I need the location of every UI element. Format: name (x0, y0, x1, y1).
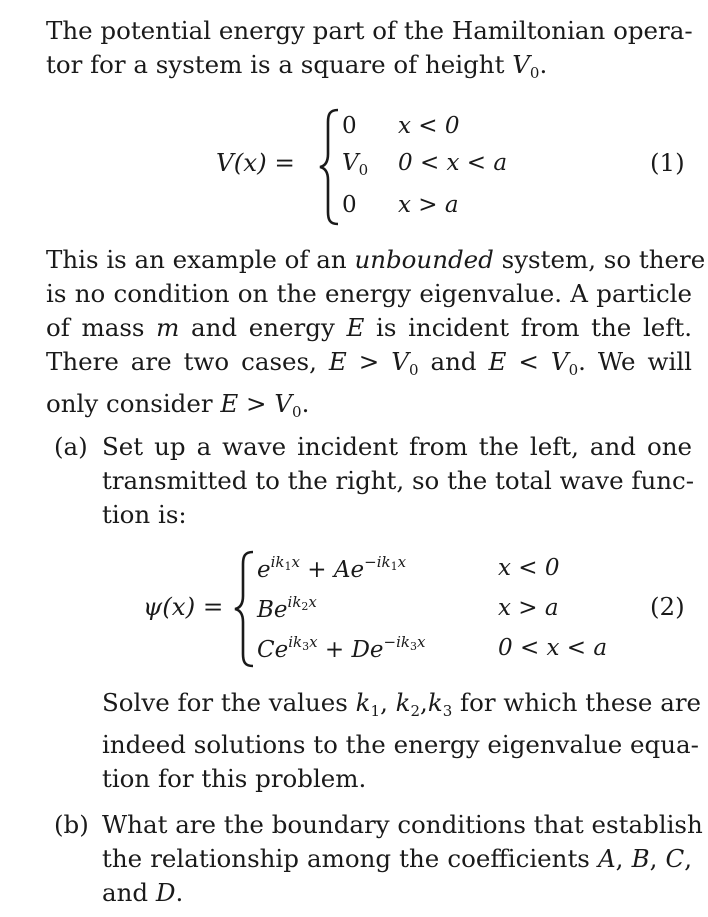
eq1-row1-cond: x < 0 (398, 113, 460, 139)
subscript-0: 0 (568, 361, 579, 379)
subscript-0: 0 (529, 64, 540, 82)
symbol-k: k (355, 688, 371, 717)
intro-line-1: The potential energy part of the Hamiltonian opera- (46, 16, 693, 45)
comma: , (380, 688, 396, 717)
eq1-row2-cond: 0 < x < a (398, 150, 508, 176)
eq2-row2-expr (257, 593, 317, 623)
para2-line-3-c: is incident from the left. (364, 313, 692, 342)
eq1-row2-value (342, 150, 368, 179)
subscript-0: 0 (358, 161, 369, 179)
item-a-line-2: transmitted to the right, so the total wave func- (102, 466, 694, 495)
item-a-body (102, 430, 692, 532)
solve-line-1-a: Solve for the values (102, 688, 356, 717)
comma: , (684, 844, 693, 873)
exponent-x: x (417, 633, 426, 651)
item-b-body (102, 808, 703, 910)
para2-line-3-a: of mass (46, 313, 157, 342)
eq1-lhs: V(x) = (216, 148, 295, 177)
exponent-x: x (308, 593, 317, 611)
intro-paragraph (46, 14, 692, 90)
condition-E-gt-V: E > V (328, 347, 409, 376)
exponent-x: x (291, 553, 300, 571)
condition-E-lt-V: E < V (488, 347, 569, 376)
symbol-A: A (597, 844, 616, 873)
subscript-1: 1 (370, 702, 381, 720)
period: . (539, 50, 548, 79)
exponent-ik: ik (288, 633, 303, 651)
para2-line-4-a: There are two cases, (46, 347, 329, 376)
para2-line-3-b: and energy (179, 313, 347, 342)
symbol-E: E (346, 313, 365, 342)
eq1-row3-cond: x > a (398, 192, 459, 218)
symbol-Ce: Ce (257, 637, 289, 663)
solve-line-2: indeed solutions to the energy eigenvalue equa- (102, 730, 699, 759)
item-b-line-1: What are the boundary conditions that establish (102, 810, 703, 839)
item-b-line-2 (102, 842, 692, 876)
intro-line-2-text: tor for a system is a square of height (46, 50, 513, 79)
para2-line-5 (46, 387, 692, 429)
item-a-line-1: Set up a wave incident from the left, and one (102, 432, 692, 461)
plus-sign: + (317, 637, 352, 663)
intro-line-2 (46, 48, 692, 90)
exponent-x: x (397, 553, 407, 571)
symbol-V: V (342, 150, 359, 176)
eq2-row1-cond: x < 0 (498, 555, 560, 581)
symbol-C: C (665, 844, 685, 873)
subscript-2: 2 (410, 702, 421, 720)
symbol-B: B (631, 844, 650, 873)
period: . (301, 389, 310, 418)
solve-paragraph (102, 686, 702, 796)
subscript-1: 1 (284, 560, 292, 573)
paragraph-2 (46, 243, 706, 429)
eq2-row3-cond: 0 < x < a (498, 635, 608, 661)
symbol-De: De (351, 637, 384, 663)
item-b-line-3-a: and (102, 878, 156, 907)
para2-line-1-a: This is an example of an (46, 245, 355, 274)
symbol-m: m (156, 313, 180, 342)
para2-line-1 (46, 243, 706, 277)
exponent-minus-ik: −ik (364, 553, 391, 571)
comma: , (649, 844, 666, 873)
subscript-1: 1 (390, 560, 398, 573)
exponent-ik: ik (287, 593, 302, 611)
subscript-3: 3 (302, 640, 310, 653)
para2-line-2: is no condition on the energy eigenvalue. A particle (46, 279, 692, 308)
para2-line-4 (46, 345, 692, 387)
eq1-row1-value: 0 (342, 113, 357, 139)
item-b-line-2-a: the relationship among the coefficients (102, 844, 598, 873)
emphasis-unbounded: unbounded (354, 245, 494, 274)
item-a-label: (a) (54, 432, 88, 461)
para2-line-4-c: . We will (578, 347, 693, 376)
eq2-number: (2) (650, 592, 685, 621)
eq2-row2-cond: x > a (498, 595, 559, 621)
period: . (175, 878, 184, 907)
exponent (288, 593, 317, 611)
comma: , (615, 844, 632, 873)
solve-line-1-b: for which these are (452, 688, 702, 717)
symbol-k: k (427, 688, 443, 717)
exponent-ik: ik (270, 553, 285, 571)
exponent-x: x (309, 633, 318, 651)
exponent-minus-ik: −ik (383, 633, 411, 651)
symbol-k: k (395, 688, 411, 717)
solve-line-3: tion for this problem. (102, 764, 367, 793)
item-b-label: (b) (54, 810, 89, 839)
para2-line-4-b: and (418, 347, 489, 376)
subscript-3: 3 (442, 702, 453, 720)
para2-line-1-b: system, so there (493, 245, 706, 274)
exponent (271, 553, 300, 571)
symbol-V: V (512, 50, 530, 79)
item-b-line-3 (102, 876, 692, 910)
plus-sign: + (299, 557, 334, 583)
left-brace-icon (233, 550, 255, 668)
subscript-0: 0 (292, 403, 302, 421)
subscript-2: 2 (301, 600, 309, 613)
eq2-row3-expr (257, 633, 425, 663)
symbol-D: D (155, 878, 176, 907)
exponent (364, 553, 406, 571)
condition-E-gt-V: E > V (220, 389, 293, 418)
para2-line-3 (46, 311, 692, 345)
eq1-row3-value: 0 (342, 192, 357, 218)
left-brace-icon (318, 108, 340, 226)
solve-line-1 (102, 686, 702, 728)
comma: , (420, 688, 428, 717)
subscript-0: 0 (408, 361, 419, 379)
symbol-Be: Be (257, 597, 288, 623)
item-a-line-3: tion is: (102, 500, 187, 529)
symbol-e: e (257, 557, 271, 583)
para2-line-5-a: only consider (46, 389, 221, 418)
eq2-lhs: ψ(x) = (143, 592, 224, 621)
eq2-row1-expr (257, 553, 406, 583)
exponent (384, 633, 426, 651)
subscript-3: 3 (410, 640, 418, 653)
eq1-number: (1) (650, 148, 685, 177)
symbol-Ae: Ae (333, 557, 365, 583)
exponent (288, 633, 317, 651)
